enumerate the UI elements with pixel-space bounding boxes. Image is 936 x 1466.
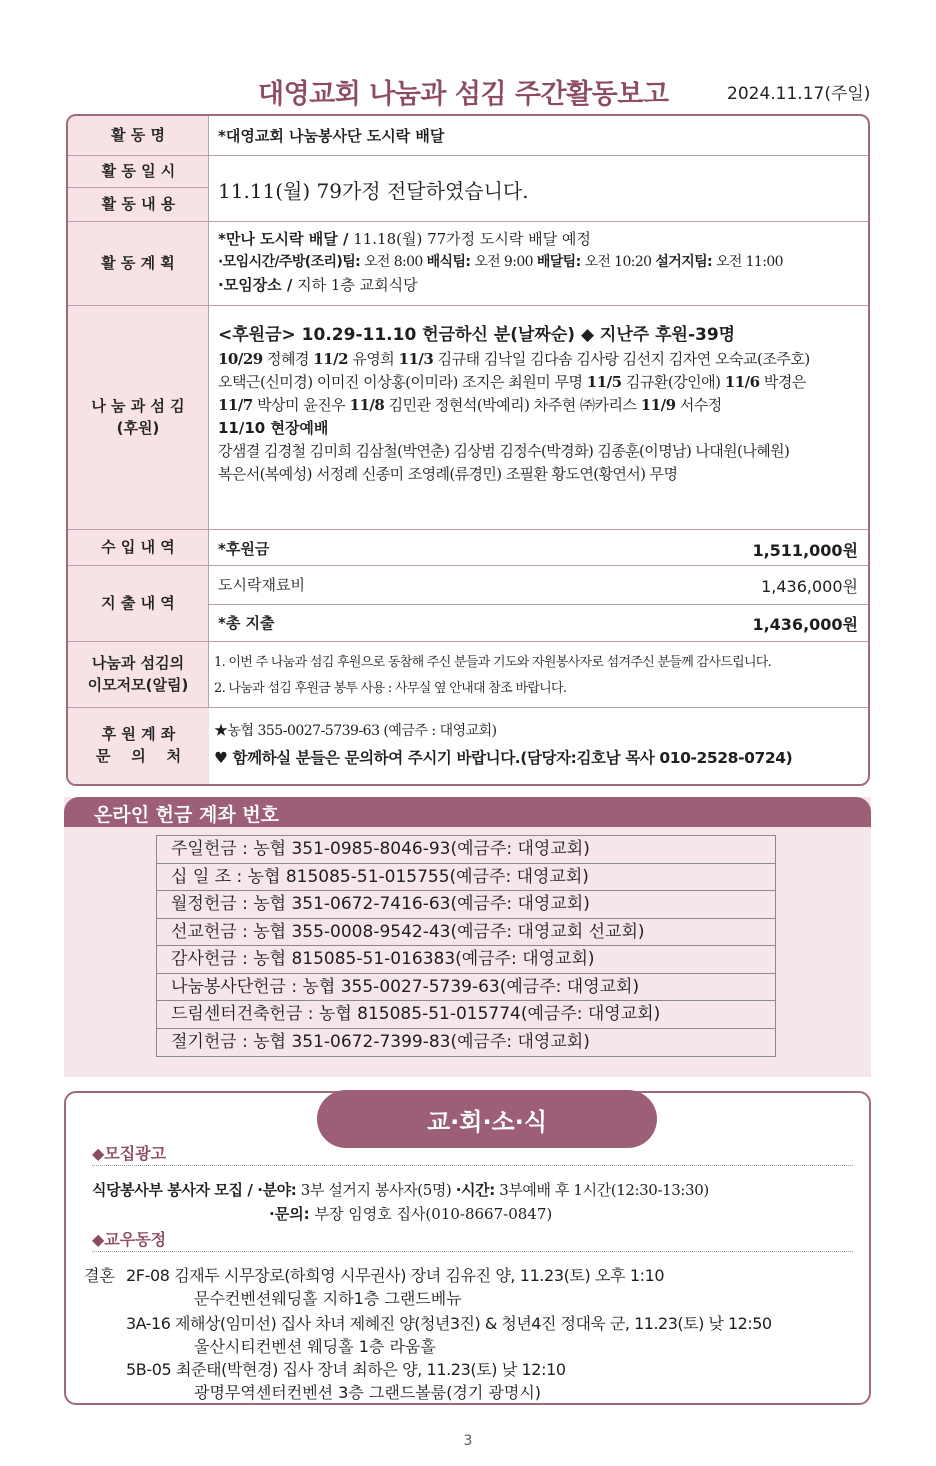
recruit-field: 3부 설거지 봉사자(5명)	[296, 1181, 456, 1199]
donor-line-4: 11/10 현장예배	[218, 419, 329, 437]
wedding-3: 5B-05 최준태(박현경) 집사 장녀 최하은 양, 11.23(토) 낮 12:10	[126, 1360, 566, 1379]
plan-dishwash-label: 설거지팀:	[655, 254, 713, 270]
expense-total-label: *총 지출	[218, 614, 275, 632]
donor-names: 김민관 정현석(박예리) 차주현 ㈜카리스	[384, 396, 641, 414]
donor-date: 11/6	[724, 373, 760, 391]
members-divider	[92, 1251, 853, 1252]
support-account: ★농협 355-0027-5739-63 (예금주 : 대영교회)	[214, 723, 497, 739]
income-amount: 1,511,000원	[752, 541, 858, 560]
recruit-time-label: ·시간:	[455, 1181, 495, 1199]
activity-content-value: 11.11(월) 79가정 전달하였습니다.	[218, 179, 529, 203]
church-news-box	[64, 1091, 871, 1405]
donation-row	[68, 306, 868, 530]
donor-line-1	[218, 348, 858, 371]
members-heading: ◆교우동정	[92, 1230, 167, 1249]
recruit-divider	[92, 1165, 853, 1166]
income-label: 수 입 내 역	[68, 530, 209, 565]
activity-date-label: 활 동 일 시	[68, 156, 209, 188]
donor-line-6: 복은서(복예성) 서정례 신종미 조영례(류경민) 조필환 황도연(황연서) 무명	[218, 465, 678, 483]
donor-line-3	[218, 394, 858, 417]
donor-names: 오택근(신미경) 이미진 이상홍(이미라) 조지은 최원미 무명	[218, 373, 587, 391]
contact-info	[214, 718, 858, 772]
expense-label: 지 출 내 역	[68, 566, 209, 641]
donation-heading: <후원금> 10.29-11.10 헌금하신 분(날짜순) ◆ 지난주 후원-39명	[218, 325, 736, 345]
activity-name-value: *대영교회 나눔봉사단 도시락 배달	[218, 127, 445, 145]
expense-item: 도시락재료비	[218, 576, 305, 594]
donor-names: 박경은	[759, 373, 806, 391]
contact-label	[68, 708, 209, 784]
wedding-2: 3A-16 제해상(임미선) 집사 차녀 제혜진 양(청년3진) & 청년4진 정대욱 군, 11.23(토) 낮 12:50	[126, 1314, 772, 1333]
donor-names: 유영희	[348, 350, 399, 368]
donor-date: 10/29	[218, 350, 263, 368]
page-title: 대영교회 나눔과 섬김 주간활동보고	[258, 79, 669, 110]
plan-line-1	[218, 228, 858, 251]
account-row: 월정헌금 : 농협 351-0672-7416-63(예금주: 대영교회)	[157, 891, 775, 919]
plan-place-label: ·모임장소 /	[218, 276, 293, 294]
donor-date: 11/8	[349, 396, 385, 414]
notice-label	[68, 642, 209, 707]
page-number: 3	[463, 1433, 473, 1449]
donor-date: 11/5	[586, 373, 622, 391]
expense-amount: 1,436,000원	[761, 577, 858, 596]
donation-label-line-2: (후원)	[116, 418, 160, 437]
plan-delivery-label: 배달팀:	[536, 254, 581, 270]
recruit-title: 식당봉사부 봉사자 모집 / ·분야:	[92, 1181, 297, 1199]
donor-names: 박상미 윤진우	[252, 396, 350, 414]
plan-line-1-text: 11.18(월) 77가정 도시락 배달 예정	[348, 230, 591, 248]
notice-item-2: 2. 나눔과 섬김 후원금 봉투 사용 : 사무실 옆 안내대 참조 바랍니다.	[214, 681, 567, 696]
account-row: 주일헌금 : 농협 351-0985-8046-93(예금주: 대영교회)	[157, 836, 775, 864]
activity-report-table	[66, 114, 870, 786]
expense-total-amount: 1,436,000원	[752, 615, 858, 634]
activity-date-content-row	[68, 156, 868, 222]
donor-names: 정혜경	[262, 350, 314, 368]
notice-list	[214, 650, 858, 702]
donor-date: 11/2	[313, 350, 349, 368]
activity-content-label: 활 동 내 용	[101, 195, 176, 214]
account-row: 감사헌금 : 농협 815085-51-016383(예금주: 대영교회)	[157, 946, 775, 974]
recruit-line-2	[269, 1203, 552, 1224]
plan-line-3	[218, 274, 858, 297]
notice-label-line-2: 이모저모(알림)	[87, 675, 189, 694]
plan-serving-time: 오전 9:00	[470, 254, 537, 270]
plan-serving-label: 배식팀:	[426, 254, 471, 270]
expense-row	[68, 566, 868, 642]
donor-names: 서수정	[675, 396, 722, 414]
online-offering-section	[64, 797, 871, 1077]
contact-label-line-1: 후 원 계 좌	[101, 725, 176, 744]
donation-label-line-1: 나 눔 과 섬 김	[91, 396, 185, 415]
notice-label-line-1: 나눔과 섬김의	[91, 653, 185, 672]
account-row: 드림센터건축헌금 : 농협 815085-51-015774(예금주: 대영교회)	[157, 1001, 775, 1029]
online-offering-header	[64, 797, 871, 827]
plan-line-2	[218, 251, 858, 274]
plan-line-1-bold: *만나 도시락 배달 /	[218, 230, 349, 248]
activity-date-content-label-cell	[68, 156, 209, 221]
wedding-1-venue: 문수컨벤션웨딩홀 지하1층 그랜드베뉴	[194, 1289, 462, 1308]
donor-line-2	[218, 371, 858, 394]
activity-name-label: 활 동 명	[68, 116, 209, 155]
wedding-3-venue: 광명무역센터컨벤션 3층 그랜드볼룸(경기 광명시)	[194, 1383, 542, 1402]
notice-item-1: 1. 이번 주 나눔과 섬김 후원으로 동참해 주신 분들과 기도와 자원봉사자로 섬겨주신 분들께 감사드립니다.	[214, 655, 772, 670]
donor-date: 11/9	[640, 396, 676, 414]
donation-label	[68, 306, 209, 529]
donor-names: 김규태 김낙일 김다솜 김사랑 김선지 김자연 오숙교(조주호)	[433, 350, 810, 368]
recruit-contact: 부장 임영호 집사(010-8667-0847)	[309, 1205, 553, 1223]
church-news-title: 교·회·소·식	[317, 1090, 657, 1148]
account-row: 절기헌금 : 농협 351-0672-7399-83(예금주: 대영교회)	[171, 1031, 590, 1052]
account-row: 십 일 조 : 농협 815085-51-015755(예금주: 대영교회)	[157, 864, 775, 892]
plan-dishwash-time: 오전 11:00	[712, 254, 783, 270]
plan-place-value: 지하 1층 교회식당	[292, 276, 418, 294]
donor-date: 11/3	[398, 350, 434, 368]
online-offering-title: 온라인 헌금 계좌 번호	[94, 804, 280, 826]
wedding-1: 2F-08 김재두 시무장로(하희영 시무권사) 장녀 김유진 양, 11.23(토) 오후 1:10	[126, 1266, 665, 1285]
account-row: 나눔봉사단헌금 : 농협 355-0027-5739-63(예금주: 대영교회)	[157, 974, 775, 1002]
account-row: 선교헌금 : 농협 355-0008-9542-43(예금주: 대영교회 선교회)	[157, 919, 775, 947]
plan-kitchen-label: ·모임시간/주방(조리)팀:	[218, 254, 361, 270]
recruit-time: 3부예배 후 1시간(12:30-13:30)	[494, 1181, 709, 1199]
plan-kitchen-time: 오전 8:00	[360, 254, 427, 270]
report-date: 2024.11.17(주일)	[727, 84, 871, 104]
plan-delivery-time: 오전 10:20	[580, 254, 656, 270]
activity-name-row	[68, 116, 868, 156]
recruit-line-1	[92, 1179, 709, 1200]
contact-row	[68, 708, 868, 784]
page-header	[0, 70, 936, 110]
donor-line-5: 강샘결 김경철 김미희 김삼철(박연춘) 김상범 김정수(박경화) 김종훈(이명남) 나대원(나혜원)	[218, 442, 790, 460]
activity-plan-row	[68, 222, 868, 306]
contact-inquiry: ♥ 함께하실 분들은 문의하여 주시기 바랍니다.(담당자:김호남 목사 010-2528-0724)	[214, 749, 793, 767]
activity-plan-value	[218, 228, 858, 297]
activity-plan-label: 활 동 계 획	[68, 222, 209, 305]
contact-label-line-2: 문 의 처	[95, 747, 182, 765]
wedding-label: 결혼	[84, 1266, 115, 1285]
account-list	[156, 835, 776, 1057]
expense-divider	[209, 604, 868, 605]
donor-names: 김규환(강인애)	[621, 373, 725, 391]
recruit-contact-label: ·문의:	[269, 1205, 310, 1223]
notice-row	[68, 642, 868, 708]
income-item: *후원금	[218, 540, 270, 558]
income-row	[68, 530, 868, 566]
donation-list	[218, 322, 858, 486]
donor-date: 11/7	[218, 396, 253, 414]
wedding-2-venue: 울산시티컨벤션 웨딩홀 1층 라움홀	[194, 1337, 436, 1356]
recruit-heading: ◆모집광고	[92, 1144, 167, 1163]
